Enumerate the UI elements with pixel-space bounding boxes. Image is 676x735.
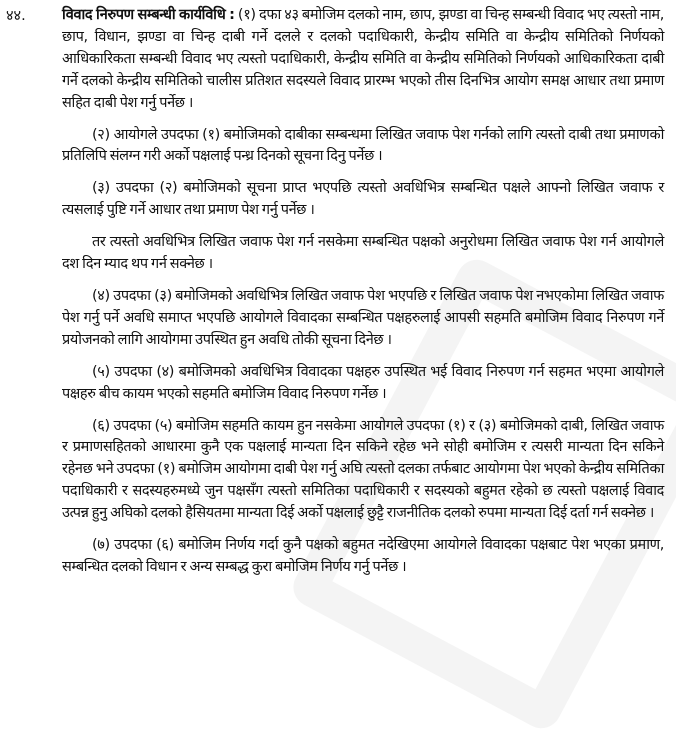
paragraph-1 xyxy=(62,5,664,115)
paragraph-proviso: तर त्यस्तो अवधिभित्र लिखित जवाफ पेश गर्न नसकेमा सम्बन्धित पक्षको अनुरोधमा लिखित जवाफ पेश गर्न आयोगले दश दिन म्याद थप गर्न सक्नेछ । xyxy=(62,234,664,273)
paragraph-2: (२) आयोगले उपदफा (१) बमोजिमको दाबीका सम्बन्धमा लिखित जवाफ पेश गर्नको लागि त्यस्तो दाबी तथा प्रमाणको प्रतिलिपि संलग्न गरी अर्को पक्षलाई पन्ध्र दिनको सूचना दिनु पर्नेछ । xyxy=(62,126,664,165)
paragraph-4: (४) उपदफा (३) बमोजिमको अवधिभित्र लिखित जवाफ पेश भएपछि र लिखित जवाफ पेश नभएकोमा लिखित जवाफ पेश गर्नु पर्ने अवधि समाप्त भएपछि आयोगले विवादका सम्बन्धित पक्षहरुलाई आपसी सहमति बमोजिम विवाद निरुपण गर्ने प्रयोजनको लागि आयोगमा उपस्थित हुन अवधि तोकी सूचना दिनेछ । xyxy=(62,287,664,348)
paragraph-6: (६) उपदफा (५) बमोजिम सहमति कायम हुन नसकेमा आयोगले उपदफा (१) र (३) बमोजिमको दाबी, लिखित जवाफ र प्रमाणसहितको आधारमा कुनै एक पक्षलाई मान्यता दिन सकिने रहेछ भने सोही बमोजिम र त्यसरी मान्यता दिन सकिने रहेनछ भने उपदफा (१) बमोजिम आयोगमा दाबी पेश गर्नु अघि त्यस्तो दलका तर्फबाट आयोगमा पेश भएको केन्द्रीय समितिका पदाधिकारी र सदस्यहरुमध्ये जुन पक्षसँग त्यस्तो समितिका पदाधिकारी र सदस्यको बहुमत रहेको छ त्यस्तो पक्षलाई विवाद उत्पन्न हुनु अघिको दलको हैसियतमा मान्यता दिई अर्को पक्षलाई छुट्टै राजनीतिक दलको रुपमा मान्यता दिई दर्ता गर्न सक्नेछ । xyxy=(62,417,664,522)
section-number: ४४. xyxy=(6,8,26,24)
paragraph-3: (३) उपदफा (२) बमोजिमको सूचना प्राप्त भएपछि त्यस्तो अवधिभित्र सम्बन्धित पक्षले आफ्नो लिखित जवाफ र त्यसलाई पुष्टि गर्ने आधार तथा प्रमाण पेश गर्नु पर्नेछ । xyxy=(62,180,664,219)
paragraph-7: (७) उपदफा (६) बमोजिम निर्णय गर्दा कुनै पक्षको बहुमत नदेखिएमा आयोगले विवादका पक्षबाट पेश भएका प्रमाण, सम्बन्धित दलको विधान र अन्य सम्बद्ध कुरा बमोजिम निर्णय गर्नु पर्नेछ । xyxy=(62,537,664,575)
paragraph-1-text: (१) दफा ४३ बमोजिम दलको नाम, छाप, झण्डा वा चिन्ह सम्बन्धी विवाद भए त्यस्तो नाम, छाप, विधान, झण्डा वा चिन्ह दाबी गर्ने दलले र दलको पदाधिकारी, केन्द्रीय समिति वा केन्द्रीय समितिको निर्णयको आधिकारिकता सम्बन्धी विवाद भए त्यस्तो पदाधिकारी, केन्द्रीय समिति वा केन्द्रीय समितिको निर्णयको आधिकारिकता दाबी गर्ने दलको केन्द्रीय समितिको चालीस प्रतिशत सदस्यले विवाद प्रारम्भ भएको तीस दिनभित्र आयोग समक्ष आधार तथा प्रमाण सहित दाबी पेश गर्नु पर्नेछ । xyxy=(62,7,664,111)
section-heading: विवाद निरुपण सम्बन्धी कार्यविधि : xyxy=(62,7,235,23)
paragraph-5: (५) उपदफा (४) बमोजिमको अवधिभित्र विवादका पक्षहरु उपस्थित भई विवाद निरुपण गर्न सहमत भएमा आयोगले पक्षहरु बीच कायम भएको सहमति बमोजिम विवाद निरुपण गर्नेछ । xyxy=(62,363,664,402)
section-body xyxy=(62,5,664,589)
